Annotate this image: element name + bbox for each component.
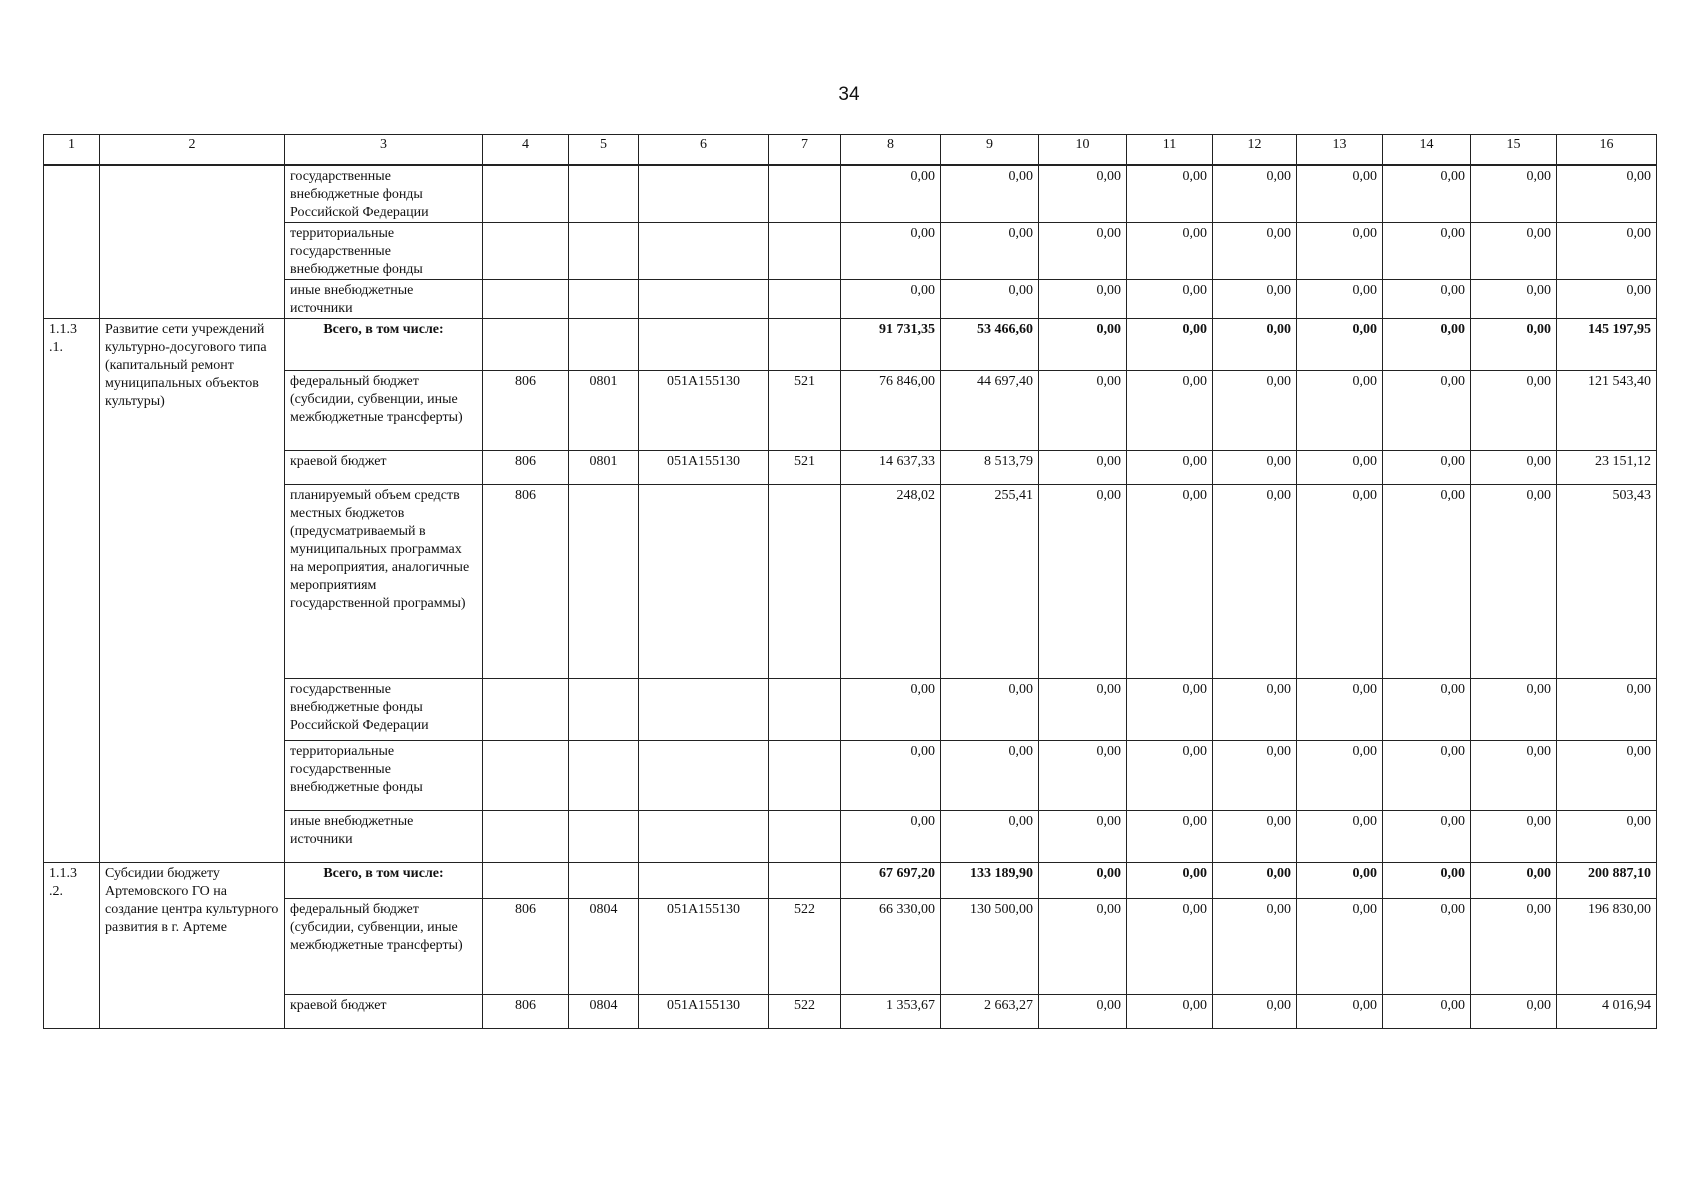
value-cell: 0,00 <box>1039 811 1127 863</box>
value-cell: 196 830,00 <box>1557 899 1657 995</box>
value-cell: 0,00 <box>1213 995 1297 1029</box>
code-cell: 521 <box>769 371 841 451</box>
row-label: территориальные государственные внебюджетные фонды <box>285 223 483 280</box>
value-cell: 0,00 <box>1127 319 1213 371</box>
value-cell: 0,00 <box>1039 679 1127 741</box>
value-cell: 0,00 <box>1039 995 1127 1029</box>
value-cell: 0,00 <box>1297 223 1383 280</box>
column-header: 15 <box>1471 135 1557 166</box>
code-cell <box>569 319 639 371</box>
item-number: 1.1.3 .1. <box>44 319 100 863</box>
code-cell: 0804 <box>569 899 639 995</box>
code-cell <box>769 741 841 811</box>
value-cell: 44 697,40 <box>941 371 1039 451</box>
value-cell: 130 500,00 <box>941 899 1039 995</box>
code-cell <box>483 223 569 280</box>
code-cell <box>639 679 769 741</box>
value-cell: 0,00 <box>1383 371 1471 451</box>
item-name: Субсидии бюджету Артемовского ГО на создание центра культурного развития в г. Артеме <box>100 863 285 1029</box>
code-cell <box>639 863 769 899</box>
column-header: 1 <box>44 135 100 166</box>
code-cell <box>569 165 639 223</box>
value-cell: 0,00 <box>1383 319 1471 371</box>
column-header: 10 <box>1039 135 1127 166</box>
column-header: 12 <box>1213 135 1297 166</box>
row-label: иные внебюджетные источники <box>285 811 483 863</box>
value-cell: 0,00 <box>1127 899 1213 995</box>
table-row <box>44 899 1657 995</box>
value-cell: 0,00 <box>1383 899 1471 995</box>
value-cell: 0,00 <box>1213 679 1297 741</box>
value-cell: 0,00 <box>941 223 1039 280</box>
value-cell: 0,00 <box>841 679 941 741</box>
code-cell <box>639 485 769 679</box>
name-cell <box>100 165 285 319</box>
code-cell <box>483 811 569 863</box>
column-header: 9 <box>941 135 1039 166</box>
value-cell: 0,00 <box>1127 679 1213 741</box>
code-cell: 806 <box>483 899 569 995</box>
row-label: государственные внебюджетные фонды Российской Федерации <box>285 679 483 741</box>
value-cell: 0,00 <box>1297 995 1383 1029</box>
code-cell: 0801 <box>569 451 639 485</box>
row-label: государственные внебюджетные фонды Российской Федерации <box>285 165 483 223</box>
code-cell <box>769 223 841 280</box>
code-cell <box>769 863 841 899</box>
column-header: 16 <box>1557 135 1657 166</box>
number-cell <box>44 165 100 319</box>
code-cell <box>569 863 639 899</box>
code-cell <box>483 863 569 899</box>
value-cell: 0,00 <box>1557 280 1657 319</box>
value-cell: 0,00 <box>1383 485 1471 679</box>
code-cell <box>639 280 769 319</box>
header-row <box>44 135 1657 166</box>
table-row <box>44 165 1657 223</box>
value-cell: 0,00 <box>1471 223 1557 280</box>
value-cell: 0,00 <box>941 811 1039 863</box>
value-cell: 0,00 <box>1557 165 1657 223</box>
value-cell: 0,00 <box>1127 995 1213 1029</box>
code-cell <box>639 165 769 223</box>
value-cell: 0,00 <box>1471 165 1557 223</box>
code-cell <box>569 741 639 811</box>
table-row <box>44 811 1657 863</box>
code-cell <box>639 741 769 811</box>
value-cell: 0,00 <box>1213 863 1297 899</box>
value-cell: 0,00 <box>1127 280 1213 319</box>
value-cell: 0,00 <box>1383 451 1471 485</box>
code-cell: 806 <box>483 995 569 1029</box>
column-header: 2 <box>100 135 285 166</box>
value-cell: 0,00 <box>1383 863 1471 899</box>
column-header: 6 <box>639 135 769 166</box>
value-cell: 145 197,95 <box>1557 319 1657 371</box>
code-cell <box>769 280 841 319</box>
code-cell <box>569 280 639 319</box>
row-label: краевой бюджет <box>285 995 483 1029</box>
value-cell: 0,00 <box>1557 811 1657 863</box>
value-cell: 76 846,00 <box>841 371 941 451</box>
value-cell: 0,00 <box>1557 679 1657 741</box>
value-cell: 0,00 <box>1127 223 1213 280</box>
value-cell: 66 330,00 <box>841 899 941 995</box>
value-cell: 0,00 <box>1383 679 1471 741</box>
value-cell: 0,00 <box>1213 811 1297 863</box>
value-cell: 0,00 <box>841 811 941 863</box>
value-cell: 0,00 <box>1297 863 1383 899</box>
table-body <box>44 135 1657 1029</box>
row-label: Всего, в том числе: <box>285 863 483 899</box>
value-cell: 0,00 <box>1213 741 1297 811</box>
value-cell: 0,00 <box>941 679 1039 741</box>
code-cell <box>769 811 841 863</box>
value-cell: 0,00 <box>1127 451 1213 485</box>
value-cell: 53 466,60 <box>941 319 1039 371</box>
code-cell <box>639 319 769 371</box>
code-cell <box>569 485 639 679</box>
value-cell: 0,00 <box>1297 485 1383 679</box>
value-cell: 0,00 <box>941 280 1039 319</box>
code-cell: 806 <box>483 371 569 451</box>
column-header: 7 <box>769 135 841 166</box>
value-cell: 0,00 <box>1127 371 1213 451</box>
row-label: краевой бюджет <box>285 451 483 485</box>
code-cell: 051A155130 <box>639 371 769 451</box>
value-cell: 0,00 <box>1471 899 1557 995</box>
value-cell: 0,00 <box>941 165 1039 223</box>
value-cell: 0,00 <box>1383 165 1471 223</box>
column-header: 4 <box>483 135 569 166</box>
item-number: 1.1.3 .2. <box>44 863 100 1029</box>
value-cell: 0,00 <box>1039 319 1127 371</box>
value-cell: 0,00 <box>1213 223 1297 280</box>
code-cell <box>483 679 569 741</box>
value-cell: 0,00 <box>1557 223 1657 280</box>
code-cell: 522 <box>769 899 841 995</box>
column-header: 14 <box>1383 135 1471 166</box>
value-cell: 0,00 <box>1127 741 1213 811</box>
value-cell: 0,00 <box>1213 451 1297 485</box>
code-cell <box>769 165 841 223</box>
value-cell: 200 887,10 <box>1557 863 1657 899</box>
code-cell: 806 <box>483 451 569 485</box>
value-cell: 0,00 <box>1127 165 1213 223</box>
value-cell: 2 663,27 <box>941 995 1039 1029</box>
column-header: 11 <box>1127 135 1213 166</box>
value-cell: 0,00 <box>941 741 1039 811</box>
code-cell <box>483 165 569 223</box>
table-row <box>44 995 1657 1029</box>
group-total-row <box>44 863 1657 899</box>
code-cell <box>569 811 639 863</box>
value-cell: 0,00 <box>841 741 941 811</box>
row-label: планируемый объем средств местных бюджетов (предусматриваемый в муниципальных программах на мероприятия, аналогичные мероприятиям государственной программы) <box>285 485 483 679</box>
code-cell: 051A155130 <box>639 899 769 995</box>
table-row <box>44 679 1657 741</box>
value-cell: 0,00 <box>1127 811 1213 863</box>
code-cell <box>639 223 769 280</box>
value-cell: 0,00 <box>1557 741 1657 811</box>
value-cell: 0,00 <box>1213 280 1297 319</box>
value-cell: 0,00 <box>1039 863 1127 899</box>
value-cell: 23 151,12 <box>1557 451 1657 485</box>
value-cell: 0,00 <box>1213 165 1297 223</box>
value-cell: 0,00 <box>1039 741 1127 811</box>
value-cell: 0,00 <box>1039 899 1127 995</box>
value-cell: 0,00 <box>1297 280 1383 319</box>
code-cell: 051A155130 <box>639 451 769 485</box>
code-cell: 0804 <box>569 995 639 1029</box>
code-cell <box>569 679 639 741</box>
row-label: федеральный бюджет (субсидии, субвенции, иные межбюджетные трансферты) <box>285 371 483 451</box>
value-cell: 0,00 <box>1297 451 1383 485</box>
value-cell: 248,02 <box>841 485 941 679</box>
value-cell: 0,00 <box>1471 679 1557 741</box>
value-cell: 0,00 <box>1039 485 1127 679</box>
code-cell: 0801 <box>569 371 639 451</box>
value-cell: 0,00 <box>1297 319 1383 371</box>
table-row <box>44 280 1657 319</box>
page-number: 34 <box>838 84 860 105</box>
value-cell: 0,00 <box>1213 371 1297 451</box>
value-cell: 503,43 <box>1557 485 1657 679</box>
value-cell: 0,00 <box>1383 223 1471 280</box>
value-cell: 255,41 <box>941 485 1039 679</box>
value-cell: 0,00 <box>1213 899 1297 995</box>
row-label: территориальные государственные внебюджетные фонды <box>285 741 483 811</box>
column-header: 8 <box>841 135 941 166</box>
value-cell: 0,00 <box>841 223 941 280</box>
value-cell: 0,00 <box>1127 485 1213 679</box>
value-cell: 1 353,67 <box>841 995 941 1029</box>
code-cell: 051A155130 <box>639 995 769 1029</box>
value-cell: 0,00 <box>1039 280 1127 319</box>
code-cell: 522 <box>769 995 841 1029</box>
value-cell: 0,00 <box>1297 371 1383 451</box>
value-cell: 0,00 <box>1471 811 1557 863</box>
value-cell: 133 189,90 <box>941 863 1039 899</box>
code-cell <box>639 811 769 863</box>
table-row <box>44 223 1657 280</box>
column-header: 13 <box>1297 135 1383 166</box>
value-cell: 0,00 <box>1471 371 1557 451</box>
value-cell: 0,00 <box>1297 679 1383 741</box>
value-cell: 14 637,33 <box>841 451 941 485</box>
budget-table <box>43 134 1657 1029</box>
value-cell: 0,00 <box>1471 280 1557 319</box>
value-cell: 0,00 <box>1127 863 1213 899</box>
table-row <box>44 485 1657 679</box>
value-cell: 0,00 <box>1471 451 1557 485</box>
row-label: Всего, в том числе: <box>285 319 483 371</box>
value-cell: 0,00 <box>1039 165 1127 223</box>
code-cell <box>569 223 639 280</box>
value-cell: 0,00 <box>1297 741 1383 811</box>
code-cell <box>483 319 569 371</box>
value-cell: 91 731,35 <box>841 319 941 371</box>
value-cell: 0,00 <box>1213 319 1297 371</box>
value-cell: 121 543,40 <box>1557 371 1657 451</box>
table-row <box>44 451 1657 485</box>
item-name: Развитие сети учреждений культурно-досугового типа (капитальный ремонт муниципальных объектов культуры) <box>100 319 285 863</box>
code-cell <box>483 741 569 811</box>
value-cell: 0,00 <box>1213 485 1297 679</box>
value-cell: 0,00 <box>1471 741 1557 811</box>
value-cell: 0,00 <box>1383 280 1471 319</box>
column-header: 5 <box>569 135 639 166</box>
value-cell: 4 016,94 <box>1557 995 1657 1029</box>
value-cell: 0,00 <box>1297 811 1383 863</box>
value-cell: 0,00 <box>1471 319 1557 371</box>
code-cell: 521 <box>769 451 841 485</box>
value-cell: 0,00 <box>1471 863 1557 899</box>
row-label: иные внебюджетные источники <box>285 280 483 319</box>
value-cell: 0,00 <box>841 280 941 319</box>
value-cell: 0,00 <box>841 165 941 223</box>
value-cell: 0,00 <box>1383 811 1471 863</box>
table-row <box>44 741 1657 811</box>
row-label: федеральный бюджет (субсидии, субвенции, иные межбюджетные трансферты) <box>285 899 483 995</box>
value-cell: 0,00 <box>1039 371 1127 451</box>
value-cell: 0,00 <box>1297 165 1383 223</box>
code-cell <box>769 319 841 371</box>
value-cell: 0,00 <box>1471 995 1557 1029</box>
group-total-row <box>44 319 1657 371</box>
value-cell: 0,00 <box>1383 995 1471 1029</box>
code-cell: 806 <box>483 485 569 679</box>
value-cell: 0,00 <box>1039 223 1127 280</box>
column-header: 3 <box>285 135 483 166</box>
value-cell: 0,00 <box>1297 899 1383 995</box>
value-cell: 67 697,20 <box>841 863 941 899</box>
code-cell <box>769 679 841 741</box>
table-row <box>44 371 1657 451</box>
value-cell: 0,00 <box>1383 741 1471 811</box>
value-cell: 0,00 <box>1471 485 1557 679</box>
value-cell: 0,00 <box>1039 451 1127 485</box>
code-cell <box>769 485 841 679</box>
code-cell <box>483 280 569 319</box>
value-cell: 8 513,79 <box>941 451 1039 485</box>
